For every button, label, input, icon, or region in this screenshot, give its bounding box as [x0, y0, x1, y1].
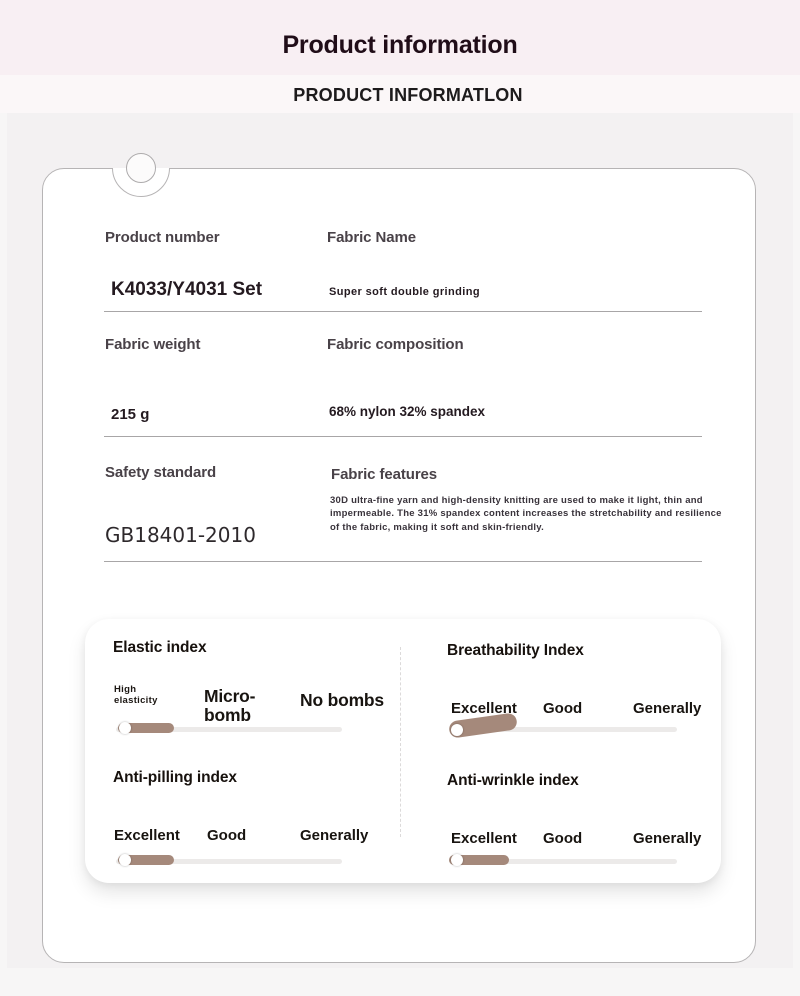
anti-pilling-slider-thumb [119, 854, 131, 866]
elastic-slider-thumb [119, 722, 131, 734]
product-number-value: K4033/Y4031 Set [111, 279, 263, 300]
divider [104, 311, 702, 312]
fabric-weight-value: 215 g [111, 406, 150, 423]
elastic-label-micro-bomb: Micro-bomb [204, 686, 256, 725]
product-info-card [42, 168, 756, 963]
anti-pilling-label-generally: Generally [300, 827, 369, 844]
elastic-label-high-elasticity: High elasticity [114, 684, 158, 706]
anti-pilling-label-excellent: Excellent [114, 827, 180, 844]
anti-pilling-index-title: Anti-pilling index [113, 769, 237, 786]
fabric-composition-label: Fabric composition [327, 336, 464, 353]
divider [104, 561, 702, 562]
product-number-label: Product number [105, 229, 220, 246]
fabric-features-value: 30D ultra-fine yarn and high-density knitting are used to make it light, thin and impermeable. The 31% spandex content increases the stretchability and resilience of the fabric, making it soft and skin-friendly. [330, 495, 722, 533]
safety-standard-value: GB18401-2010 [105, 523, 256, 547]
tag-hole-icon [126, 153, 156, 183]
anti-wrinkle-label-good: Good [543, 830, 583, 847]
anti-wrinkle-slider-thumb [451, 854, 463, 866]
index-panel [85, 619, 721, 883]
breathability-label-good: Good [543, 700, 583, 717]
breathability-slider-thumb [451, 724, 463, 736]
fabric-name-value: Super soft double grinding [329, 286, 480, 298]
fabric-weight-label: Fabric weight [105, 336, 201, 353]
page-subtitle: PRODUCT INFORMATLON [293, 85, 523, 105]
fabric-name-label: Fabric Name [327, 229, 416, 246]
anti-wrinkle-label-excellent: Excellent [451, 830, 517, 847]
breathability-label-excellent: Excellent [451, 700, 517, 717]
elastic-label-no-bombs: No bombs [300, 690, 384, 710]
divider [104, 436, 702, 437]
safety-standard-label: Safety standard [105, 464, 217, 481]
breathability-index-title: Breathability Index [447, 642, 584, 659]
fabric-composition-value: 68% nylon 32% spandex [329, 404, 486, 419]
breathability-label-generally: Generally [633, 700, 702, 717]
anti-pilling-label-good: Good [207, 827, 247, 844]
fabric-features-label: Fabric features [331, 466, 438, 483]
column-divider [400, 647, 401, 837]
elastic-index-title: Elastic index [113, 639, 207, 656]
page-title: Product information [282, 31, 518, 59]
anti-wrinkle-label-generally: Generally [633, 830, 702, 847]
anti-wrinkle-index-title: Anti-wrinkle index [447, 772, 579, 789]
